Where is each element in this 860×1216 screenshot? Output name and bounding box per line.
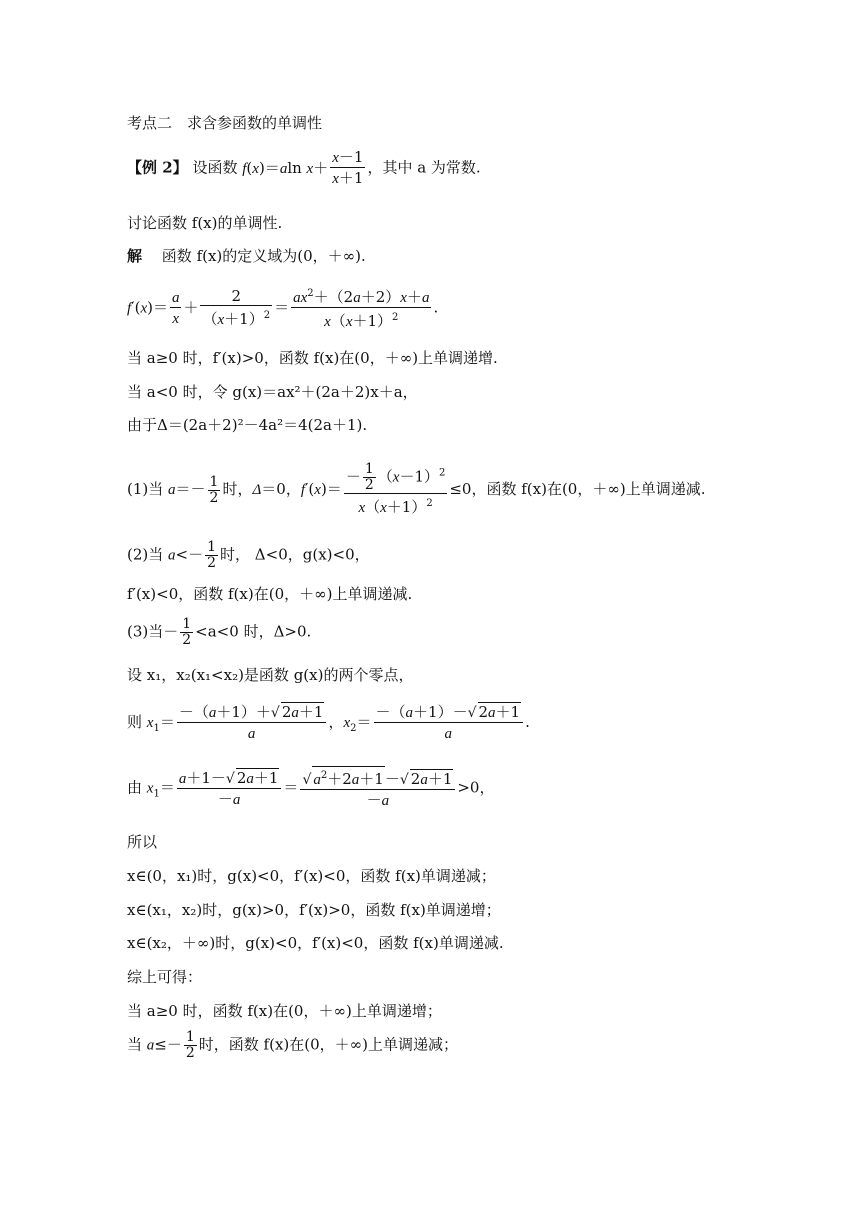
case-2-tail: 时， Δ<0，g(x)<0， bbox=[220, 545, 370, 564]
from-label: 由 bbox=[127, 778, 143, 797]
summary-label: 综上可得： bbox=[127, 968, 203, 986]
solution-intro-line bbox=[127, 245, 366, 267]
example-text-pre: 设函数 bbox=[192, 158, 238, 177]
summary-2-tail: 时，函数 f(x)在(0，＋∞)上单调递减； bbox=[198, 1035, 459, 1054]
solution-intro: 函数 f(x)的定义域为(0，＋∞). bbox=[161, 247, 366, 265]
interval-3: x∈(x₂，＋∞)时，g(x)<0，f′(x)<0，函数 f(x)单调递减. bbox=[127, 934, 504, 952]
case-3-tail: <a<0 时，Δ>0. bbox=[195, 622, 312, 641]
case-1-line: (1)当 a＝－ $\frac{1}{2}$ 时，Δ＝0，f′(x)＝ － $\frac{1}{2}$ $(x-1)^2$ $x(x+1)^2$ ≤0，函数 f(x)在(0，＋∞)上单调递减. bbox=[127, 461, 706, 516]
then-label: 则 bbox=[127, 713, 143, 731]
zeros-formula: 则 $x_1=$ $\frac{-(a+1)+√ 2a+1}{a}$ ，$x_2=$ $\frac{-(a+1)-√ 2a+1}{a}$ . bbox=[127, 703, 530, 742]
so-label: 所以 bbox=[127, 833, 158, 851]
case-2-line-2: f′(x)<0，函数 f(x)在(0，＋∞)上单调递减. bbox=[127, 585, 413, 603]
section-title: 考点二 求含参函数的单调性 bbox=[127, 114, 323, 132]
example-text-post: ，其中 a 为常数. bbox=[367, 158, 481, 177]
task-line: 讨论函数 f(x)的单调性. bbox=[127, 214, 283, 232]
summary-1: 当 a≥0 时，函数 f(x)在(0，＋∞)上单调递增； bbox=[127, 1002, 442, 1020]
solution-label: 解 bbox=[127, 247, 143, 265]
x1-positive-formula: 由 $x_1=$ $\frac{a+1-√ 2a+1}{-a}$ ＝ $\frac{√ a^2+2a+1-√ 2a+1}{-a}$ >0， bbox=[127, 766, 494, 811]
case-a-lt-0: 当 a<0 时，令 g(x)＝ax²＋(2a＋2)x＋a， bbox=[127, 383, 418, 401]
derivative-formula: f′(x)＝ $\frac{a}{x}$ ＋ $\frac{2}{(x+1)^2}$ ＝ $\frac{ax^2+(2a+2)x+a}{x(x+1)^2}$ . bbox=[127, 287, 439, 330]
case-a-ge-0: 当 a≥0 时，f′(x)>0，函数 f(x)在(0，＋∞)上单调递增. bbox=[127, 349, 498, 367]
example-label: 【例 2】 bbox=[127, 158, 188, 177]
case-2-line: (2)当 a<－ $\frac{1}{2}$ 时， Δ<0，g(x)<0， bbox=[127, 539, 370, 571]
function-expr: f(x)＝aln x＋ $\frac{x-1}{x+1}$ bbox=[242, 148, 364, 187]
case-3-line: (3)当－ $\frac{1}{2}$ <a<0 时，Δ>0. bbox=[127, 616, 312, 648]
example-2-statement bbox=[127, 148, 481, 189]
summary-2: 当 a≤－ $\frac{1}{2}$ 时，函数 f(x)在(0，＋∞)上单调递减； bbox=[127, 1029, 459, 1061]
case-1-tail: ≤0，函数 f(x)在(0，＋∞)上单调递减. bbox=[449, 480, 706, 498]
zeros-line: 设 x₁，x₂(x₁<x₂)是函数 g(x)的两个零点， bbox=[127, 666, 414, 684]
interval-2: x∈(x₁，x₂)时，g(x)>0，f′(x)>0，函数 f(x)单调递增； bbox=[127, 901, 501, 919]
delta-line: 由于Δ＝(2a＋2)²－4a²＝4(2a＋1). bbox=[127, 416, 368, 434]
interval-1: x∈(0，x₁)时，g(x)<0，f′(x)<0，函数 f(x)单调递减； bbox=[127, 867, 496, 885]
